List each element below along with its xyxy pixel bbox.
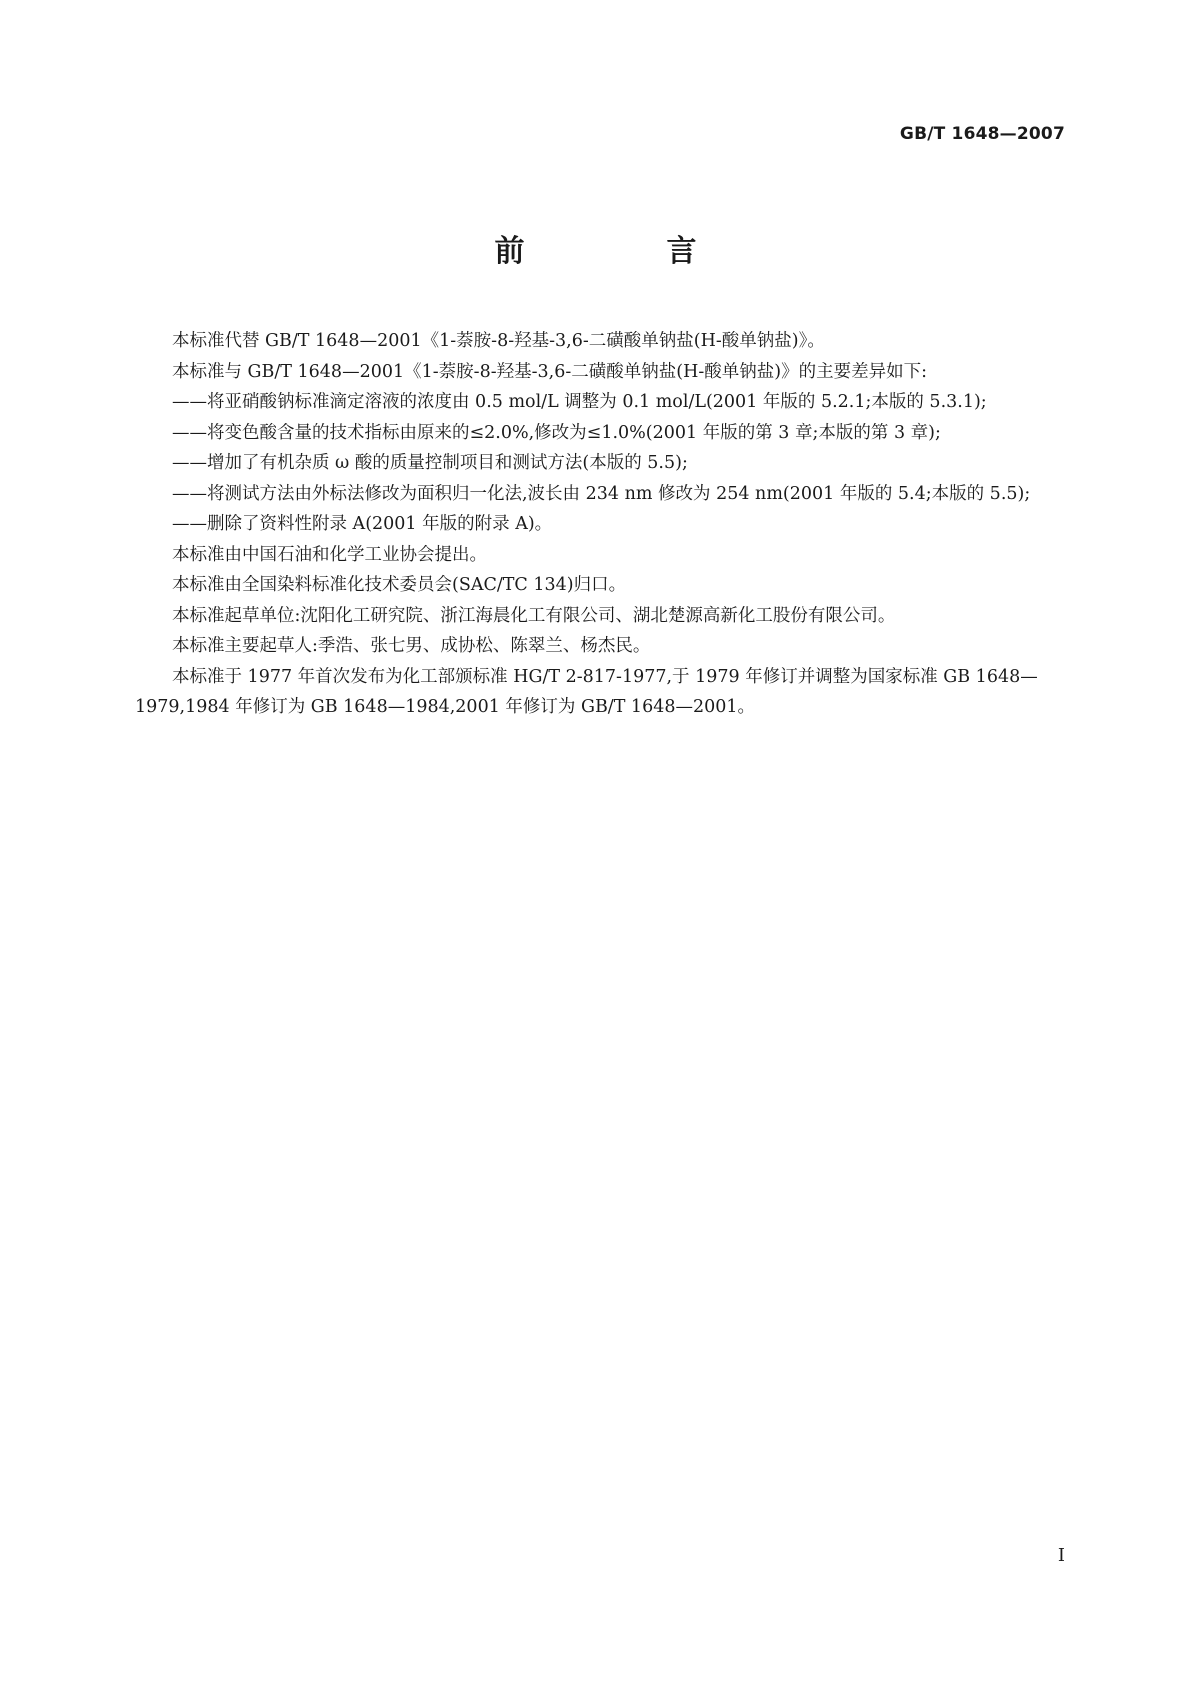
difference-item-4: ——将测试方法由外标法修改为面积归一化法,波长由 234 nm 修改为 254 nm(2001 年版的 5.4;本版的 5.5);: [172, 483, 1031, 504]
difference-item-2: ——将变色酸含量的技术指标由原来的≤2.0%,修改为≤1.0%(2001 年版的第 3 章;本版的第 3 章);: [172, 422, 941, 443]
paragraph-replaces: 本标准代替 GB/T 1648—2001《1-萘胺-8-羟基-3,6-二磺酸单钠盐(H-酸单钠盐)》。: [172, 331, 825, 351]
page-title: 前 言: [494, 234, 753, 269]
paragraph-history: 本标准于 1977 年首次发布为化工部颁标准 HG/T 2-817-1977,于 1979 年修订并调整为国家标准 GB 1648—1979,1984 年修订为 GB 1648—1984,2001 年修订为 GB/T 1648—2001。: [135, 666, 1038, 717]
page-number: I: [1057, 1545, 1065, 1566]
difference-item-1: ——将亚硝酸钠标准滴定溶液的浓度由 0.5 mol/L 调整为 0.1 mol/L(2001 年版的 5.2.1;本版的 5.3.1);: [172, 392, 987, 412]
paragraph-managed-by: 本标准由全国染料标准化技术委员会(SAC/TC 134)归口。: [172, 575, 627, 595]
paragraph-drafters: 本标准主要起草人:季浩、张七男、成协松、陈翠兰、杨杰民。: [172, 636, 651, 656]
standard-code: GB/T 1648—2007: [899, 124, 1065, 144]
paragraph-differences-intro: 本标准与 GB/T 1648—2001《1-萘胺-8-羟基-3,6-二磺酸单钠盐(H-酸单钠盐)》的主要差异如下:: [172, 361, 927, 382]
difference-item-5: ——删除了资料性附录 A(2001 年版的附录 A)。: [172, 514, 553, 534]
difference-item-3: ——增加了有机杂质 ω 酸的质量控制项目和测试方法(本版的 5.5);: [172, 453, 688, 473]
paragraph-proposed-by: 本标准由中国石油和化学工业协会提出。: [172, 544, 487, 565]
paragraph-drafting-units: 本标准起草单位:沈阳化工研究院、浙江海晨化工有限公司、湖北楚源高新化工股份有限公司。: [172, 605, 896, 626]
foreword-body: [135, 326, 1057, 723]
